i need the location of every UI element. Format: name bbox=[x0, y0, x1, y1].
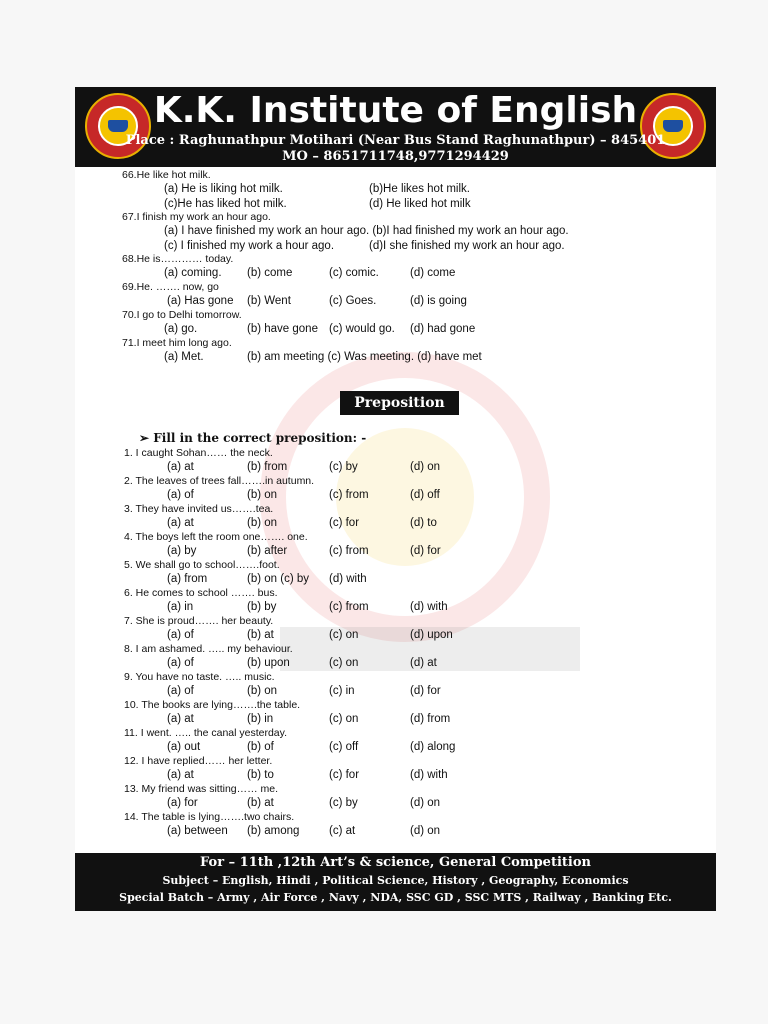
option: (a) at bbox=[167, 769, 194, 781]
option: (d) for bbox=[410, 545, 441, 557]
option: (d) on bbox=[410, 461, 441, 473]
option: (b) on bbox=[247, 685, 278, 697]
option: (c) from bbox=[329, 489, 369, 501]
option: (a) at bbox=[167, 713, 194, 725]
option: (c) by bbox=[329, 797, 358, 809]
option: (d) come bbox=[410, 267, 456, 279]
question-10: 10. The books are lying…….the table. bbox=[124, 699, 301, 711]
question-67: 67.I finish my work an hour ago. bbox=[122, 211, 271, 223]
option: (a) of bbox=[167, 489, 194, 501]
question-11: 11. I went. ….. the canal yesterday. bbox=[124, 727, 288, 739]
page-header bbox=[75, 87, 716, 167]
option: (b) on bbox=[247, 489, 278, 501]
option: (c) for bbox=[329, 517, 360, 529]
option: (b) on (c) by bbox=[247, 573, 309, 585]
option: (a) between bbox=[167, 825, 228, 837]
option: (d) to bbox=[410, 517, 437, 529]
option: (c) Goes. bbox=[329, 295, 377, 307]
option: (b) Went bbox=[247, 295, 291, 307]
question-14: 14. The table is lying…….two chairs. bbox=[124, 811, 295, 823]
question-6: 6. He comes to school ……. bus. bbox=[124, 587, 278, 599]
option: (c) from bbox=[329, 601, 369, 613]
footer-subjects: Subject – English, Hindi , Political Science, History , Geography, Economics bbox=[162, 874, 629, 887]
question-5: 5. We shall go to school…….foot. bbox=[124, 559, 280, 571]
option: (c) from bbox=[329, 545, 369, 557]
question-71: 71.I meet him long ago. bbox=[122, 337, 232, 349]
option: (c) by bbox=[329, 461, 358, 473]
option: (a) I have finished my work an hour ago. (b)I had finished my work an hour ago. bbox=[164, 225, 569, 237]
institute-phone: MO – 8651711748,9771294429 bbox=[282, 149, 509, 164]
instruction bbox=[139, 431, 366, 445]
question-66: 66.He like hot milk. bbox=[122, 169, 211, 181]
option: (b) in bbox=[247, 713, 274, 725]
question-8: 8. I am ashamed. ….. my behaviour. bbox=[124, 643, 293, 655]
question-68: 68.He is………… today. bbox=[122, 253, 234, 265]
option: (b)He likes hot milk. bbox=[369, 183, 470, 195]
option: (b) at bbox=[247, 797, 274, 809]
option: (d)I she finished my work an hour ago. bbox=[369, 240, 565, 252]
option: (d) from bbox=[410, 713, 451, 725]
question-3: 3. They have invited us…….tea. bbox=[124, 503, 274, 515]
question-4: 4. The boys left the room one……. one. bbox=[124, 531, 308, 543]
institute-title: K.K. Institute of English bbox=[153, 90, 638, 131]
option: (d) with bbox=[410, 601, 448, 613]
option: (a) go. bbox=[164, 323, 198, 335]
option: (a) of bbox=[167, 629, 194, 641]
option: (d) is going bbox=[410, 295, 467, 307]
option: (c) would go. bbox=[329, 323, 395, 335]
option: (d) on bbox=[410, 797, 441, 809]
option: (c) for bbox=[329, 769, 360, 781]
worksheet-page bbox=[75, 87, 716, 911]
question-12: 12. I have replied…… her letter. bbox=[124, 755, 273, 767]
option: (b) to bbox=[247, 769, 274, 781]
question-9: 9. You have no taste. ….. music. bbox=[124, 671, 275, 683]
option: (a) coming. bbox=[164, 267, 222, 279]
option: (b) from bbox=[247, 461, 288, 473]
option: (a) in bbox=[167, 601, 194, 613]
option: (b) have gone bbox=[247, 323, 318, 335]
option: (a) He is liking hot milk. bbox=[164, 183, 283, 195]
option: (b) of bbox=[247, 741, 274, 753]
section-title: Preposition bbox=[340, 391, 459, 415]
option: (a) by bbox=[167, 545, 197, 557]
option: (b) at bbox=[247, 629, 274, 641]
option: (d) off bbox=[410, 489, 440, 501]
footer-special-batch: Special Batch – Army , Air Force , Navy , NDA, SSC GD , SSC MTS , Railway , Banking Etc. bbox=[119, 891, 672, 904]
option: (c) on bbox=[329, 657, 359, 669]
option: (a) of bbox=[167, 657, 194, 669]
option: (a) Has gone bbox=[167, 295, 234, 307]
option: (a) from bbox=[167, 573, 208, 585]
option: (c)He has liked hot milk. bbox=[164, 198, 287, 210]
option: (c) I finished my work a hour ago. bbox=[164, 240, 335, 252]
question-2: 2. The leaves of trees fall…….in autumn. bbox=[124, 475, 315, 487]
option: (b) upon bbox=[247, 657, 290, 669]
option: (d) upon bbox=[410, 629, 453, 641]
option: (a) for bbox=[167, 797, 198, 809]
option: (a) of bbox=[167, 685, 194, 697]
option: (b) among bbox=[247, 825, 300, 837]
option: (a) at bbox=[167, 517, 194, 529]
option: (d) had gone bbox=[410, 323, 476, 335]
option: (d) at bbox=[410, 657, 437, 669]
option: (b) after bbox=[247, 545, 288, 557]
option: (d) with bbox=[410, 769, 448, 781]
option: (c) comic. bbox=[329, 267, 379, 279]
option: (b) am meeting (c) Was meeting. (d) have met bbox=[247, 351, 482, 363]
option: (b) come bbox=[247, 267, 293, 279]
instruction-text: Fill in the correct preposition: - bbox=[153, 431, 367, 445]
option: (a) at bbox=[167, 461, 194, 473]
option: (c) on bbox=[329, 629, 359, 641]
question-7: 7. She is proud……. her beauty. bbox=[124, 615, 274, 627]
option: (d) He liked hot milk bbox=[369, 198, 471, 210]
question-13: 13. My friend was sitting…… me. bbox=[124, 783, 279, 795]
footer-courses: For – 11th ,12th Art’s & science, General Competition bbox=[200, 855, 591, 870]
page-footer bbox=[75, 853, 716, 911]
question-70: 70.I go to Delhi tomorrow. bbox=[122, 309, 242, 321]
arrow-icon: ➢ bbox=[139, 431, 154, 445]
option: (d) along bbox=[410, 741, 456, 753]
option: (c) at bbox=[329, 825, 356, 837]
option: (b) by bbox=[247, 601, 277, 613]
question-1: 1. I caught Sohan…… the neck. bbox=[124, 447, 273, 459]
option: (d) with bbox=[329, 573, 367, 585]
option: (c) on bbox=[329, 713, 359, 725]
option: (c) off bbox=[329, 741, 359, 753]
option: (d) on bbox=[410, 825, 441, 837]
institute-address: Place : Raghunathpur Motihari (Near Bus Stand Raghunathpur) – 845401 bbox=[125, 133, 666, 148]
option: (a) out bbox=[167, 741, 201, 753]
question-69: 69.He. ……. now, go bbox=[122, 281, 219, 293]
option: (b) on bbox=[247, 517, 278, 529]
option: (c) in bbox=[329, 685, 355, 697]
option: (d) for bbox=[410, 685, 441, 697]
option: (a) Met. bbox=[164, 351, 204, 363]
